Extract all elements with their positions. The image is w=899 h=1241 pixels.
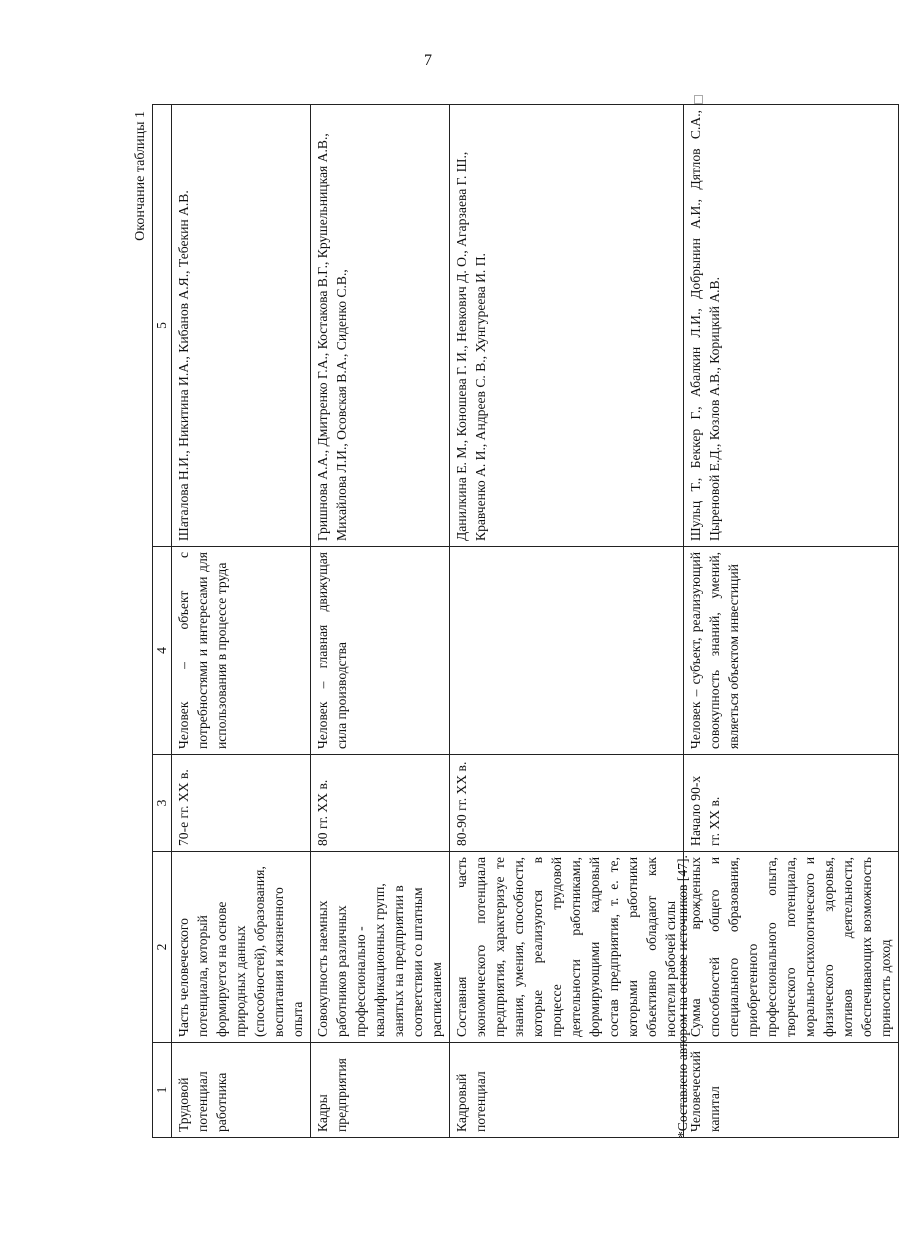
authors-cell: Данилкина Е. М., Коношева Г. И., Невкович Д. О., Агарзаева Г. Ш., Кравченко А. И., Андреев С. В., Хунгуреева И. П. [450,105,684,547]
authors-cell: Гришнова А.А., Дмитренко Г.А., Костакова В.Г., Крушельницкая А.В., Михайлова Л.И., Осовская В.А., Сиденко С.В., [311,105,450,547]
term-cell: Кадры предприятия [311,1043,450,1138]
page-number: 7 [424,52,432,69]
column-header: 5 [153,105,172,547]
rotated-table-region [130,105,893,1138]
definition-cell: Составная часть экономического потенциала предприятия, характеризуе те знания, умения, способности, которые реализуются в процессе трудовой деятельности работниками, формирующими кадровый состав предприятия, т. е. те, которыми работники объективно обладают как носители рабочей силы [450,852,684,1043]
view-cell: Человек – главная движущая сила производства [311,547,450,755]
table-footnote: *Составлено автором на основе источников [47]. [675,855,690,1138]
period-cell: 70-е гг. XX в. [172,755,311,852]
column-header: 4 [153,547,172,755]
definition-cell: Сумма врожденных способностей общего и специального образования, приобретенного профессионального опыта, творческого потенциала, морально-психологического и физического здоровья, мотивов деятельности, обеспечивающих возможность приносить доход [684,852,899,1043]
table-row [172,105,311,1138]
view-cell: Человек – объект с потребностями и интересами для использования в процессе труда [172,547,311,755]
table-row [311,105,450,1138]
period-cell: 80 гг. XX в. [311,755,450,852]
table-row [684,105,899,1138]
term-cell: Трудовой потенциал работника [172,1043,311,1138]
authors-cell: Шульц Т., Беккер Г., Абалкин Л.И., Добрынин А.И., Дятлов С.А., Цыреновой Е.Д., Козлов А.В., Корицкий А.В. [684,105,899,547]
table-caption: Окончание таблицы 1 [133,111,148,241]
term-cell: Человеческий капитал [684,1043,899,1138]
definition-cell: Часть человеческого потенциала, который формируется на основе природных данных (способностей), образования, воспитания и жизненного опыта [172,852,311,1043]
view-cell [450,547,684,755]
definition-cell: Совокупность наемных работников различных профессионально - квалификационных групп, занятых на предприятии в соответствии со штатным расписанием [311,852,450,1043]
corner-marker [694,95,703,104]
authors-cell: Шаталова Н.И., Никитина И.А., Кибанов А.Я., Тебекин А.В. [172,105,311,547]
column-header: 1 [153,1043,172,1138]
term-cell: Кадровый потенциал [450,1043,684,1138]
view-cell: Человек – субъект, реализующий совокупность знаний, умений, являеться объектом инвестиций [684,547,899,755]
column-header: 2 [153,852,172,1043]
table-header-row [153,105,172,1138]
column-header: 3 [153,755,172,852]
definitions-table [152,104,899,1138]
table-frame [130,105,893,1138]
period-cell: Начало 90-х гг. XX в. [684,755,899,852]
period-cell: 80-90 гг. XX в. [450,755,684,852]
table-row [450,105,684,1138]
